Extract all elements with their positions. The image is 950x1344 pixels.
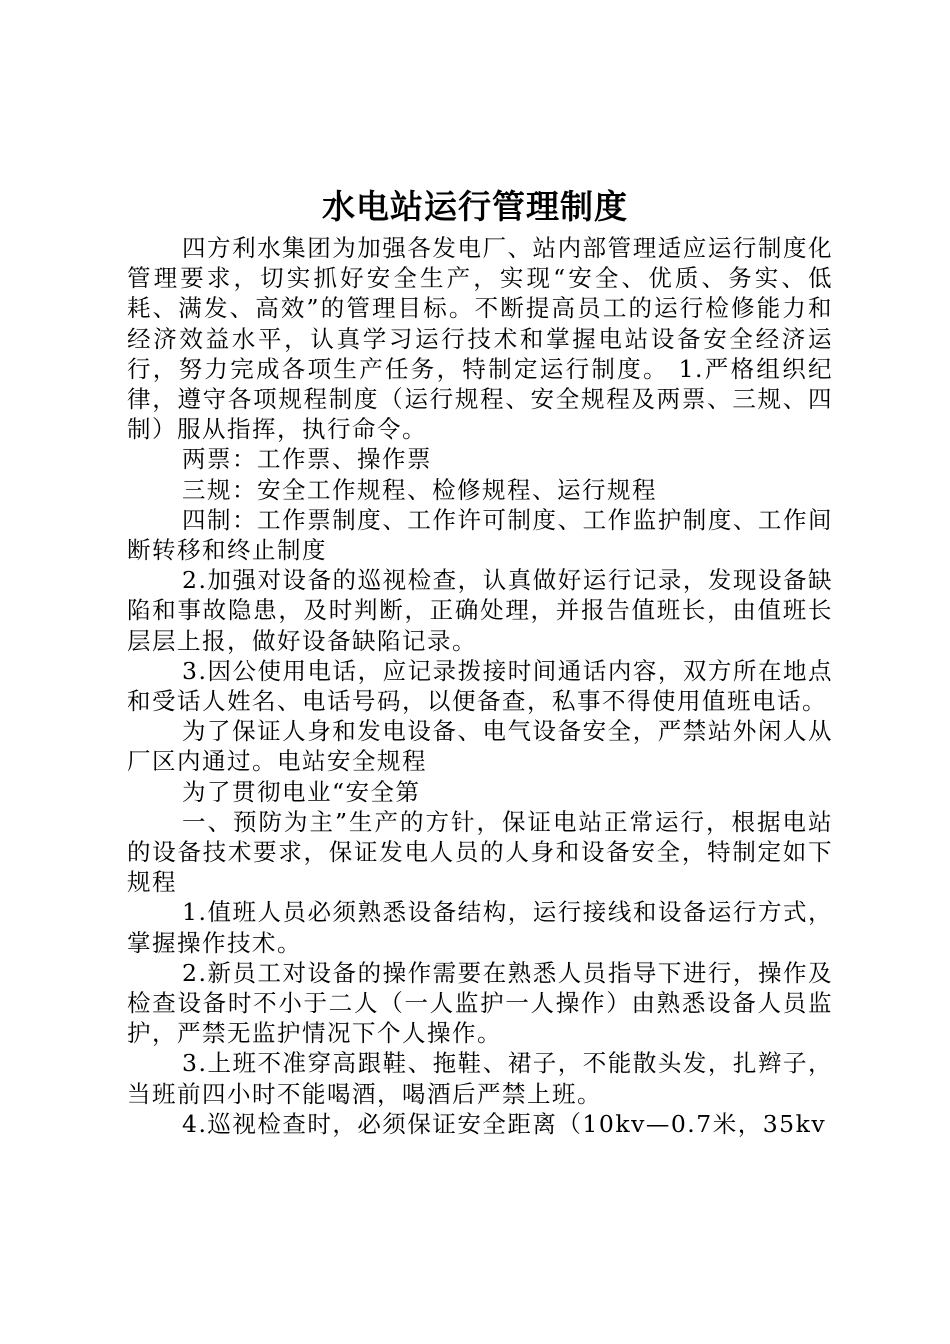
paragraph-two-tickets: 两票：工作票、操作票 [182, 445, 432, 474]
paragraph-rule-3: 3.上班不准穿高跟鞋、拖鞋、裙子，不能散头发，扎辫子，当班前四小时不能喝酒，喝酒后严禁上班。 [127, 1049, 833, 1108]
paragraph-item-3: 3.因公使用电话，应记录拨接时间通话内容，双方所在地点和受话人姓名、电话号码，以便备查，私事不得使用值班电话。 [127, 656, 833, 716]
paragraph-rule-1: 1.值班人员必须熟悉设备结构，运行接线和设备运行方式，掌握操作技术。 [127, 898, 833, 957]
paragraph-intro: 四方利水集团为加强各发电厂、站内部管理适应运行制度化管理要求，切实抓好安全生产，实现“安全、优质、务实、低耗、满发、高效”的管理目标。不断提高员工的运行检修能力和经济效益水平，认真学习运行技术和掌握电站设备安全经济运行，努力完成各项生产任务，特制定运行制度。 1.严格组织纪律，遵守各项规程制度（运行规程、安全规程及两票、三规、四制）服从指挥，执行命令。 [127, 234, 833, 444]
paragraph-policy-start: 为了贯彻电业“安全第 [182, 777, 421, 806]
paragraph-rule-2: 2.新员工对设备的操作需要在熟悉人员指导下进行，操作及检查设备时不小于二人（一人监护一人操作）由熟悉设备人员监护，严禁无监护情况下个人操作。 [127, 958, 833, 1048]
paragraph-item-2: 2.加强对设备的巡视检查，认真做好运行记录，发现设备缺陷和事故隐患，及时判断，正确处理，并报告值班长，由值班长层层上报，做好设备缺陷记录。 [127, 566, 833, 655]
paragraph-policy-continued: 一、预防为主”生产的方针，保证电站正常运行，根据电站的设备技术要求，保证发电人员的人身和设备安全，特制定如下规程 [127, 807, 833, 897]
paragraph-four-systems: 四制：工作票制度、工作许可制度、工作监护制度、工作间断转移和终止制度 [127, 505, 833, 565]
document-title: 水电站运行管理制度 [322, 187, 628, 226]
document-body [127, 233, 833, 1139]
paragraph-safety-note: 为了保证人身和发电设备、电气设备安全，严禁站外闲人从厂区内通过。电站安全规程 [127, 717, 833, 776]
paragraph-rule-4: 4.巡视检查时，必须保证安全距离（10kv—0.7米，35kv [182, 1109, 827, 1138]
paragraph-three-rules: 三规：安全工作规程、检修规程、运行规程 [182, 475, 657, 504]
